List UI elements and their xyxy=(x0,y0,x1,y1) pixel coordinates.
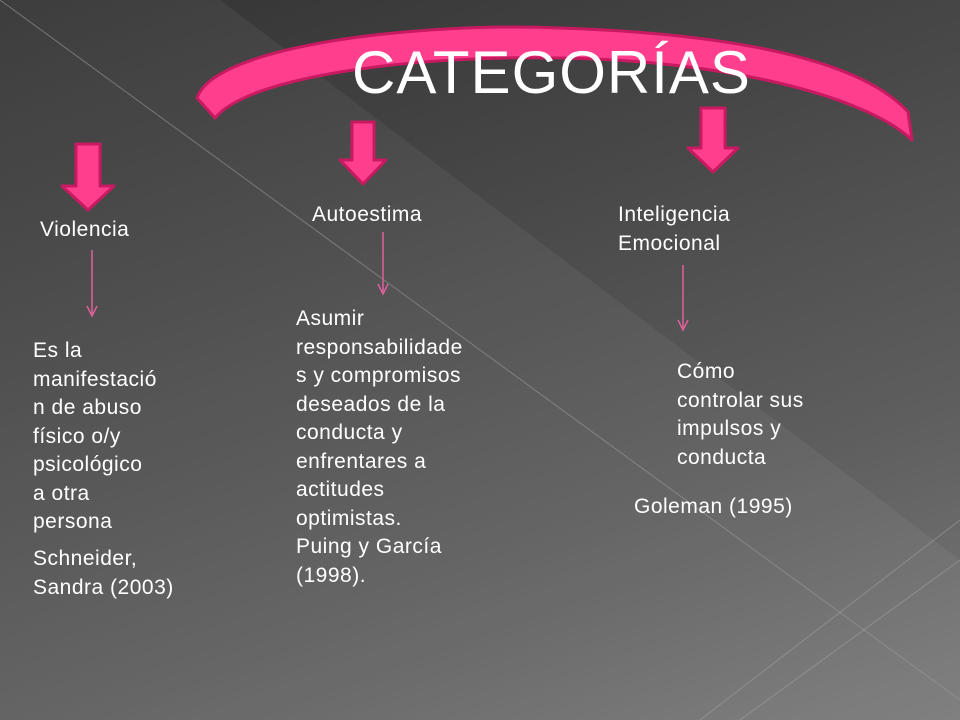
category-definition-violencia: Es la manifestació n de abuso físico o/y psicológico a otra persona xyxy=(33,339,157,533)
category-name-autoestima: Autoestima xyxy=(312,203,423,226)
category-citation-violencia: Schneider, Sandra (2003) xyxy=(33,547,174,599)
connector-arrow-inteligencia xyxy=(678,265,688,330)
category-citation-inteligencia-emocional: Goleman (1995) xyxy=(634,495,793,518)
down-arrow-icon-inteligencia xyxy=(688,108,738,172)
category-name-inteligencia-emocional: Inteligencia Emocional xyxy=(618,203,731,255)
slide-title: CATEGORÍAS xyxy=(352,39,751,106)
category-definition-autoestima: Asumir responsabilidade s y compromisos deseados de la conducta y enfrentares a actitudes optimistas. Puing y García (1998). xyxy=(296,307,463,587)
category-name-violencia: Violencia xyxy=(40,218,130,241)
category-definition-inteligencia-emocional: Cómo controlar sus impulsos y conducta xyxy=(677,360,804,469)
